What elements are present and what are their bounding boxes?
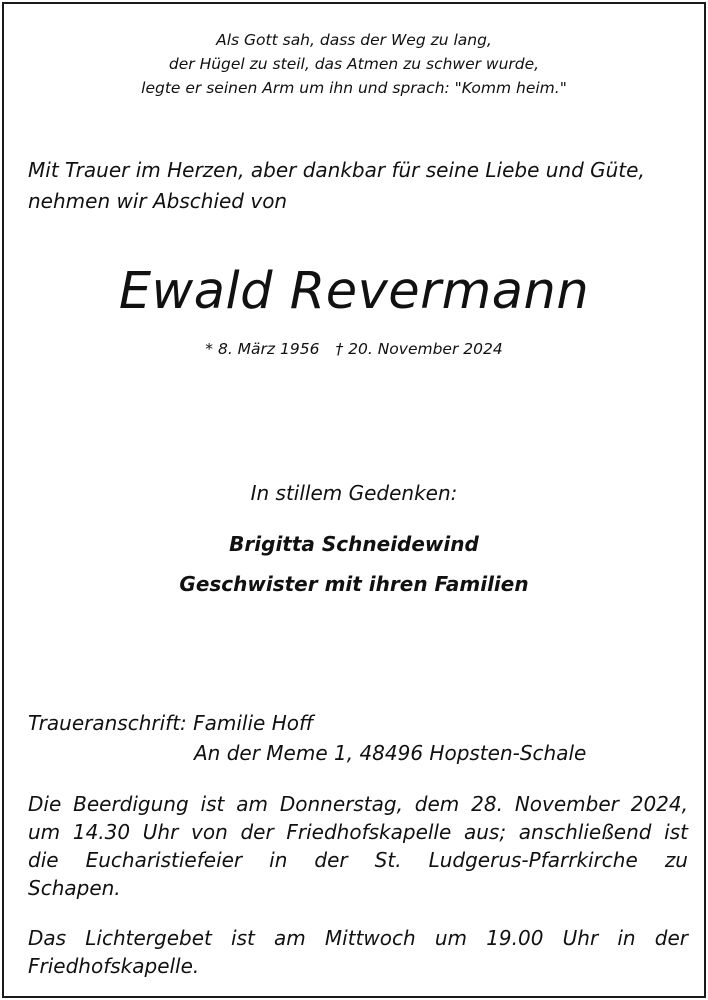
birth-date: * 8. März 1956	[205, 340, 320, 358]
mourner-name: Geschwister mit ihren Familien	[179, 572, 529, 596]
candle-line: Das Lichtergebet ist am Mittwoch um 19.00 Uhr in der	[28, 926, 688, 950]
intro-text	[28, 155, 692, 217]
poem-line: legte er seinen Arm um ihn und sprach: "Komm heim."	[141, 79, 567, 97]
address-line: An der Meme 1, 48496 Hopsten-Schale	[194, 741, 587, 765]
candle-prayer-info	[28, 924, 688, 980]
life-dates	[4, 338, 704, 360]
address-line: Traueranschrift: Familie Hoff	[28, 711, 314, 735]
intro-line: nehmen wir Abschied von	[28, 189, 288, 213]
burial-info	[28, 790, 688, 902]
memory-heading: In stillem Gedenken:	[250, 481, 458, 505]
candle-line: Friedhofskapelle.	[28, 954, 200, 978]
death-date: † 20. November 2024	[335, 340, 503, 358]
deceased-name: Ewald Revermann	[118, 262, 590, 321]
burial-line: Schapen.	[28, 876, 121, 900]
burial-line: die Eucharistiefeier in der St. Ludgerus-Pfarrkirche zu	[28, 848, 688, 872]
poem-line: Als Gott sah, dass der Weg zu lang,	[216, 31, 492, 49]
mourner-name: Brigitta Schneidewind	[229, 532, 479, 556]
burial-line: Die Beerdigung ist am Donnerstag, dem 28. November 2024,	[28, 792, 688, 816]
burial-line: um 14.30 Uhr von der Friedhofskapelle aus; anschließend ist	[28, 820, 688, 844]
poem-line: der Hügel zu steil, das Atmen zu schwer wurde,	[168, 55, 540, 73]
obituary-notice	[2, 2, 706, 998]
poem	[4, 28, 704, 100]
mourning-address	[28, 708, 692, 768]
mourners-list	[4, 524, 704, 604]
intro-line: Mit Trauer im Herzen, aber dankbar für seine Liebe und Güte,	[28, 158, 645, 182]
